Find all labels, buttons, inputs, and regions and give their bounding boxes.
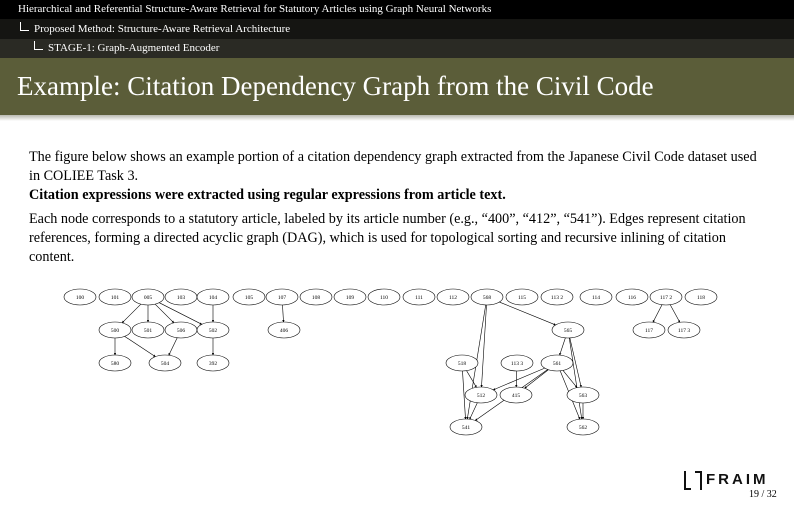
edge-500-to-504 (125, 336, 156, 356)
edge-107-to-406 (282, 305, 283, 322)
graph-node-101 (99, 289, 131, 305)
graph-node-label: 101 (110, 295, 120, 301)
edge-568-to-565 (499, 302, 555, 325)
edge-005-to-502 (159, 303, 202, 325)
graph-node-112 (437, 289, 469, 305)
graph-node-label: 500 (110, 328, 120, 334)
graph-node-label: 565 (563, 328, 573, 334)
edge-005-to-506 (155, 304, 174, 323)
graph-node-label: 504 (160, 361, 170, 367)
graph-node-label: 005 (143, 295, 153, 301)
edge-113-3-to-415 (516, 371, 517, 387)
graph-node-label: 116 (627, 295, 637, 301)
graph-node-label: 100 (75, 295, 85, 301)
graph-node-111 (403, 289, 435, 305)
graph-node-label: 117 3 (677, 328, 691, 334)
page-number: 19 / 32 (749, 489, 777, 500)
graph-node-label: 512 (476, 393, 486, 399)
fraim-logo (684, 471, 784, 491)
slide-body (29, 148, 769, 267)
graph-node-563 (567, 387, 599, 403)
graph-node-label: 108 (311, 295, 321, 301)
graph-node-label: 580 (110, 361, 120, 367)
graph-node-label: 392 (208, 361, 218, 367)
graph-node-117-2 (650, 289, 682, 305)
logo-text: FRAIM (706, 471, 769, 488)
logo-bracket-right-icon (695, 471, 702, 490)
breadcrumb-level-1-label: Hierarchical and Referential Structure-Aware Retrieval for Statutory Articles using Graph Neural Networks (18, 3, 492, 15)
graph-node-label: 406 (279, 328, 289, 334)
paragraph-intro-bold: Citation expressions were extracted using regular expressions from article text. (29, 187, 506, 203)
graph-node-568 (471, 289, 503, 305)
graph-node-562 (567, 419, 599, 435)
graph-node-114 (580, 289, 612, 305)
breadcrumb-level-2[interactable] (0, 19, 794, 39)
graph-node-label: 506 (176, 328, 186, 334)
graph-node-565 (552, 322, 584, 338)
citation-graph-figure (60, 283, 720, 443)
tree-branch-icon (34, 41, 43, 50)
graph-node-118 (685, 289, 717, 305)
edge-565-to-561 (560, 338, 566, 355)
slide-title-bar (0, 58, 794, 115)
edge-561-to-512 (493, 368, 545, 390)
graph-node-116 (616, 289, 648, 305)
breadcrumb-level-1[interactable] (0, 0, 794, 19)
graph-node-580 (99, 355, 131, 371)
title-shadow (0, 115, 794, 121)
graph-node-label: 562 (578, 425, 588, 431)
graph-node-label: 107 (277, 295, 287, 301)
graph-node-107 (266, 289, 298, 305)
graph-node-label: 568 (482, 295, 492, 301)
graph-node-501 (132, 322, 164, 338)
graph-node-label: 118 (696, 295, 706, 301)
paragraph-description: Each node corresponds to a statutory article, labeled by its article number (e.g., “400”, “412”, “541”). Edges represent citation references, forming a directed acyclic graph (DAG), which is used for topological sorting and recursive inlining of citation content. (29, 211, 746, 265)
logo-bracket-left-icon (684, 471, 691, 490)
edge-117-2-to-117-3 (670, 305, 680, 323)
graph-node-415 (500, 387, 532, 403)
graph-node-113-2 (541, 289, 573, 305)
graph-node-518 (446, 355, 478, 371)
graph-node-110 (368, 289, 400, 305)
graph-node-label: 415 (511, 393, 521, 399)
graph-node-561 (541, 355, 573, 371)
tree-branch-icon (20, 22, 29, 31)
paragraph-intro-text: The figure below shows an example portion of a citation dependency graph extracted from the Japanese Civil Code dataset used in COLIEE Task 3. (29, 149, 757, 184)
graph-node-label: 117 2 (659, 295, 673, 301)
graph-node-label: 110 (379, 295, 389, 301)
edge-512-to-541 (470, 403, 478, 419)
graph-node-504 (149, 355, 181, 371)
graph-node-label: 105 (244, 295, 254, 301)
graph-node-406 (268, 322, 300, 338)
graph-node-label: 115 (517, 295, 527, 301)
graph-node-117-3 (668, 322, 700, 338)
graph-node-506 (165, 322, 197, 338)
graph-node-label: 112 (448, 295, 458, 301)
graph-node-label: 501 (143, 328, 153, 334)
graph-node-005 (132, 289, 164, 305)
graph-node-115 (506, 289, 538, 305)
edge-506-to-504 (169, 338, 177, 355)
edge-561-to-415 (525, 370, 549, 389)
breadcrumb-level-3-label: STAGE-1: Graph-Augmented Encoder (48, 42, 220, 54)
graph-node-100 (64, 289, 96, 305)
graph-node-104 (197, 289, 229, 305)
graph-node-label: 113 3 (510, 361, 524, 367)
graph-node-502 (197, 322, 229, 338)
graph-node-label: 103 (176, 295, 186, 301)
graph-node-541 (450, 419, 482, 435)
graph-node-392 (197, 355, 229, 371)
graph-node-label: 518 (457, 361, 467, 367)
graph-node-label: 541 (461, 425, 471, 431)
graph-node-label: 114 (591, 295, 601, 301)
graph-node-label: 561 (552, 361, 562, 367)
graph-node-500 (99, 322, 131, 338)
graph-node-113-3 (501, 355, 533, 371)
graph-node-label: 563 (578, 393, 588, 399)
graph-node-109 (334, 289, 366, 305)
graph-node-105 (233, 289, 265, 305)
graph-node-108 (300, 289, 332, 305)
graph-node-label: 104 (208, 295, 218, 301)
graph-node-label: 113 2 (550, 295, 564, 301)
edge-005-to-500 (122, 304, 141, 323)
graph-node-label: 111 (415, 295, 423, 301)
slide-title: Example: Citation Dependency Graph from the Civil Code (17, 71, 654, 101)
graph-node-512 (465, 387, 497, 403)
breadcrumb-level-2-label: Proposed Method: Structure-Aware Retrieval Architecture (34, 23, 291, 35)
breadcrumb-level-3[interactable] (0, 39, 794, 58)
graph-node-label: 502 (208, 328, 218, 334)
graph-node-label: 109 (345, 295, 355, 301)
edge-117-2-to-117 (653, 305, 662, 323)
edge-565-to-562 (569, 338, 582, 419)
graph-node-103 (165, 289, 197, 305)
graph-node-117 (633, 322, 665, 338)
graph-node-label: 117 (644, 328, 654, 334)
paragraph-intro (29, 148, 769, 205)
